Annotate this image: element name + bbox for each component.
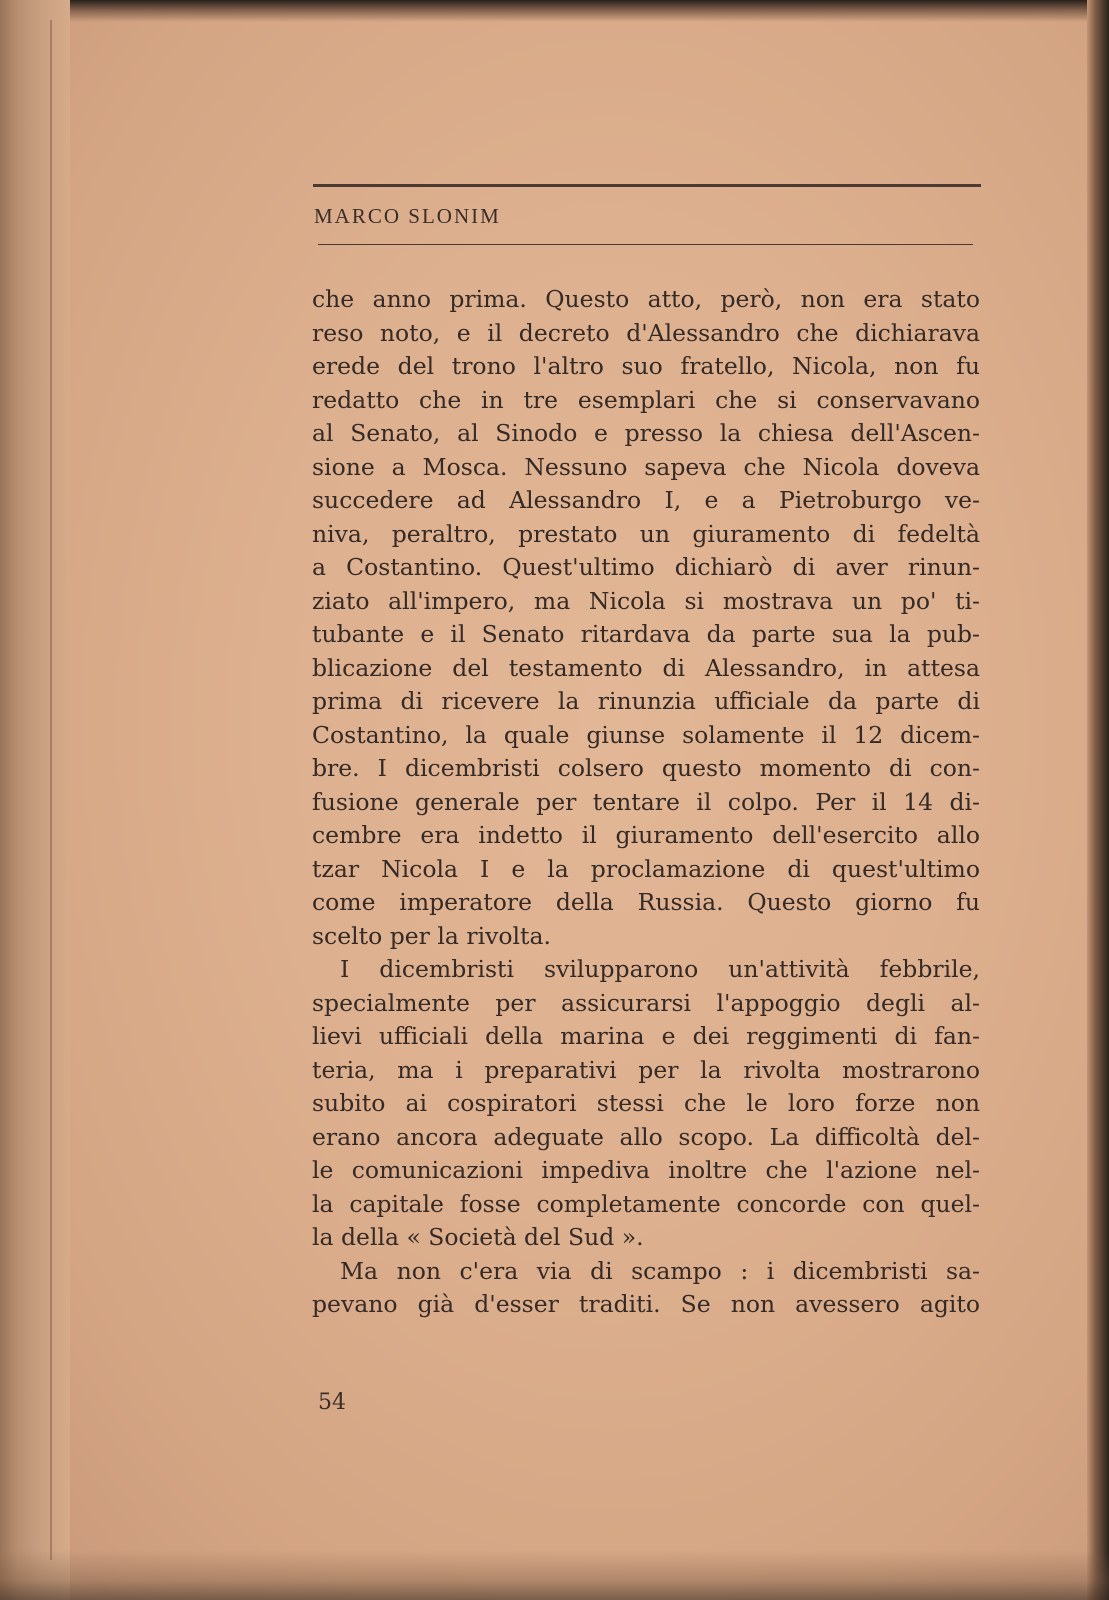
page-bottom-edge — [0, 1550, 1109, 1600]
text-line: lievi ufficiali della marina e dei reggimenti di fan- — [312, 1022, 980, 1050]
text-line: la della « Società del Sud ». — [312, 1223, 644, 1251]
text-line: tzar Nicola I e la proclamazione di quest'ultimo — [312, 854, 980, 883]
text-line: la capitale fosse completamente concorde con quel- — [312, 1189, 980, 1218]
page-top-edge — [0, 0, 1109, 22]
page-left-edge — [0, 0, 70, 1600]
page-right-gutter — [1087, 0, 1109, 1600]
header-rule-bottom — [318, 244, 973, 245]
running-head: MARCO SLONIM — [314, 204, 501, 228]
text-line: Costantino, la quale giunse solamente il 12 dicem- — [312, 720, 980, 749]
text-line: bre. I dicembristi colsero questo momento di con- — [312, 754, 980, 782]
text-line: prima di ricevere la rinunzia ufficiale da parte di — [312, 687, 980, 715]
text-line: teria, ma i preparativi per la rivolta mostrarono — [312, 1055, 980, 1084]
text-line: ziato all'impero, ma Nicola si mostrava un po' ti- — [312, 586, 980, 615]
header-rule-top — [313, 184, 981, 187]
page-number: 54 — [318, 1390, 346, 1415]
text-line: fusione generale per tentare il colpo. Per il 14 di- — [312, 787, 980, 816]
text-line: cembre era indetto il giuramento dell'esercito allo — [312, 821, 980, 849]
text-line: come imperatore della Russia. Questo giorno fu — [312, 888, 980, 916]
text-line: al Senato, al Sinodo e presso la chiesa dell'Ascen- — [312, 419, 980, 447]
text-line: reso noto, e il decreto d'Alessandro che dichiarava — [312, 318, 980, 347]
text-line: erede del trono l'altro suo fratello, Nicola, non fu — [312, 352, 980, 380]
text-line: tubante e il Senato ritardava da parte sua la pub- — [312, 620, 980, 648]
text-line: subito ai cospiratori stessi che le loro forze non — [312, 1089, 980, 1117]
text-line: redatto che in tre esemplari che si conservavano — [312, 385, 980, 414]
text-line: le comunicazioni impediva inoltre che l'azione nel- — [312, 1156, 980, 1184]
text-line: che anno prima. Questo atto, però, non era stato — [312, 285, 980, 313]
text-line: niva, peraltro, prestato un giuramento di fedeltà — [312, 519, 980, 548]
text-line: blicazione del testamento di Alessandro, in attesa — [312, 653, 980, 682]
text-line: erano ancora adeguate allo scopo. La difficoltà del- — [312, 1122, 980, 1151]
text-line: scelto per la rivolta. — [312, 921, 551, 950]
text-line: Ma non c'era via di scampo : i dicembristi sa- — [340, 1256, 980, 1285]
text-line: succedere ad Alessandro I, e a Pietroburgo ve- — [312, 486, 980, 514]
text-line: specialmente per assicurarsi l'appoggio degli al- — [312, 988, 980, 1017]
text-line: pevano già d'esser traditi. Se non avessero agito — [312, 1290, 980, 1318]
body-text — [312, 283, 980, 1322]
text-line: I dicembristi svilupparono un'attività febbrile, — [340, 955, 980, 983]
text-line: a Costantino. Quest'ultimo dichiarò di aver rinun- — [312, 553, 980, 581]
text-line: sione a Mosca. Nessuno sapeva che Nicola doveva — [312, 452, 980, 481]
